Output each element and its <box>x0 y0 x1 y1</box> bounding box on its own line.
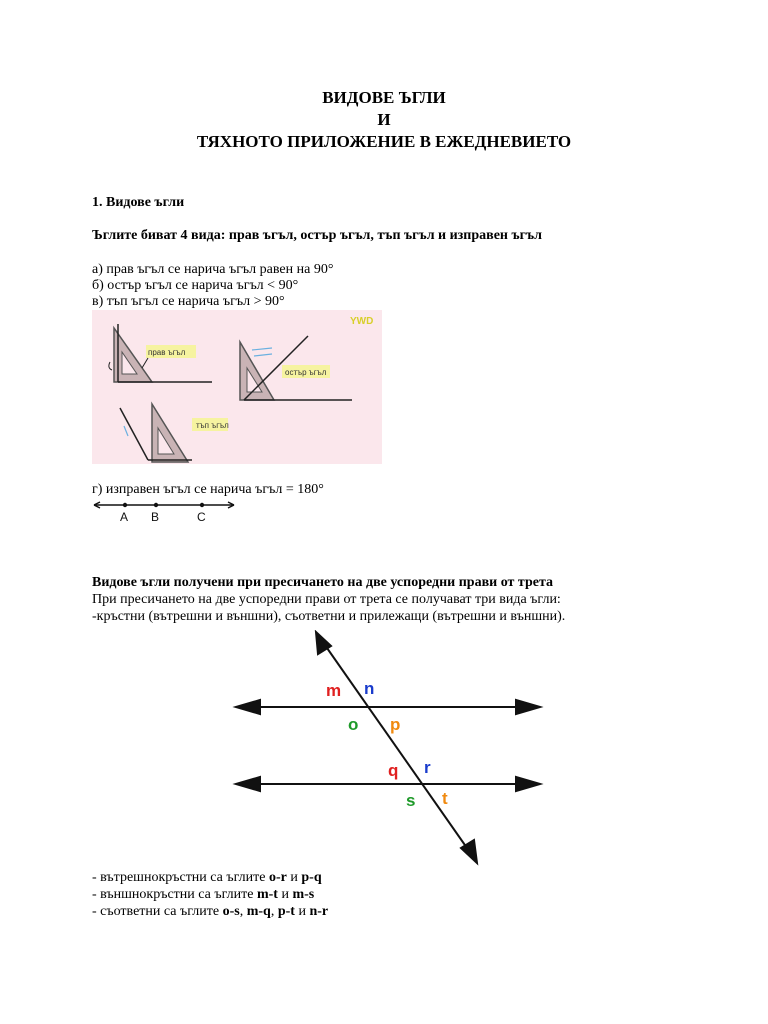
pair-m-s: m-s <box>292 887 315 902</box>
pairs-line-1 <box>92 869 322 887</box>
title-line-1: ВИДОВЕ ЪГЛИ <box>322 88 446 107</box>
angle-label-r: r <box>424 758 431 777</box>
section2-text-2: -кръстни (вътрешни и външни), съответни и прилежащи (вътрешни и външни). <box>92 609 566 624</box>
angle-label-p: p <box>390 715 401 734</box>
label-right-angle: прав ъгъл <box>148 348 186 357</box>
pair-p-t: p-t <box>277 904 295 919</box>
section2-text-1: При пресичането на две успоредни прави от трета се получават три вида ъгли: <box>92 592 561 607</box>
title-line-3: ТЯХНОТО ПРИЛОЖЕНИЕ В ЕЖЕДНЕВИЕТО <box>196 132 572 151</box>
point-a <box>123 503 127 507</box>
arrow-right-bottom-icon <box>516 777 540 791</box>
arrow-left-top-icon <box>236 700 260 714</box>
angle-label-o: o <box>348 715 359 734</box>
label-point-a: A <box>120 510 129 524</box>
pairs-sep-2: , <box>270 904 278 919</box>
arrow-left-bottom-icon <box>236 777 260 791</box>
pair-o-r: o-r <box>268 870 287 885</box>
pairs-line-1-prefix: - вътрешнокръстни са ъглите <box>92 870 269 885</box>
point-b <box>154 503 158 507</box>
angles-figure <box>92 310 382 464</box>
angle-label-m: m <box>326 681 342 700</box>
angle-label-q: q <box>388 761 399 780</box>
title-line-2: И <box>377 110 391 129</box>
item-right-angle: а) прав ъгъл се нарича ъгъл равен на 90° <box>92 262 334 277</box>
arrow-right-top-icon <box>516 700 540 714</box>
label-obtuse-angle: тъп ъгъл <box>196 421 229 430</box>
item-obtuse-angle: в) тъп ъгъл се нарича ъгъл > 90° <box>92 294 285 309</box>
straight-angle-figure <box>90 498 240 524</box>
transversal-line <box>320 638 474 858</box>
transversal-figure <box>230 630 550 870</box>
item-straight-angle: г) изправен ъгъл се нарича ъгъл = 180° <box>92 482 324 497</box>
pairs-line-3 <box>92 903 328 921</box>
section1-heading: 1. Видове ъгли <box>92 195 185 210</box>
pair-m-q: m-q <box>246 904 271 919</box>
label-acute-angle: остър ъгъл <box>285 368 327 377</box>
logo: YWD <box>350 316 374 327</box>
pair-o-s: o-s <box>222 904 240 919</box>
pairs-and-2: и <box>277 887 293 902</box>
pair-n-r: n-r <box>309 904 329 919</box>
angle-label-s: s <box>406 791 416 810</box>
pairs-line-2 <box>92 886 314 904</box>
section1-intro: Ъглите биват 4 вида: прав ъгъл, остър ъгъл, тъп ъгъл и изправен ъгъл <box>92 228 543 243</box>
angle-label-t: t <box>442 789 448 808</box>
item-acute-angle: б) остър ъгъл се нарича ъгъл < 90° <box>92 278 299 293</box>
pairs-sep-1: , <box>239 904 247 919</box>
section2-heading: Видове ъгли получени при пресичането на две успоредни прави от трета <box>92 575 553 590</box>
pairs-line-3-prefix: - съответни са ъглите <box>92 904 223 919</box>
label-point-b: B <box>151 510 160 524</box>
pair-p-q: p-q <box>301 870 322 885</box>
pair-m-t: m-t <box>256 887 278 902</box>
pairs-line-2-prefix: - външнокръстни са ъглите <box>92 887 257 902</box>
pairs-and-1: и <box>286 870 302 885</box>
pairs-and-3: и <box>294 904 310 919</box>
point-c <box>200 503 204 507</box>
angle-label-n: n <box>364 679 375 698</box>
label-point-c: C <box>197 510 206 524</box>
